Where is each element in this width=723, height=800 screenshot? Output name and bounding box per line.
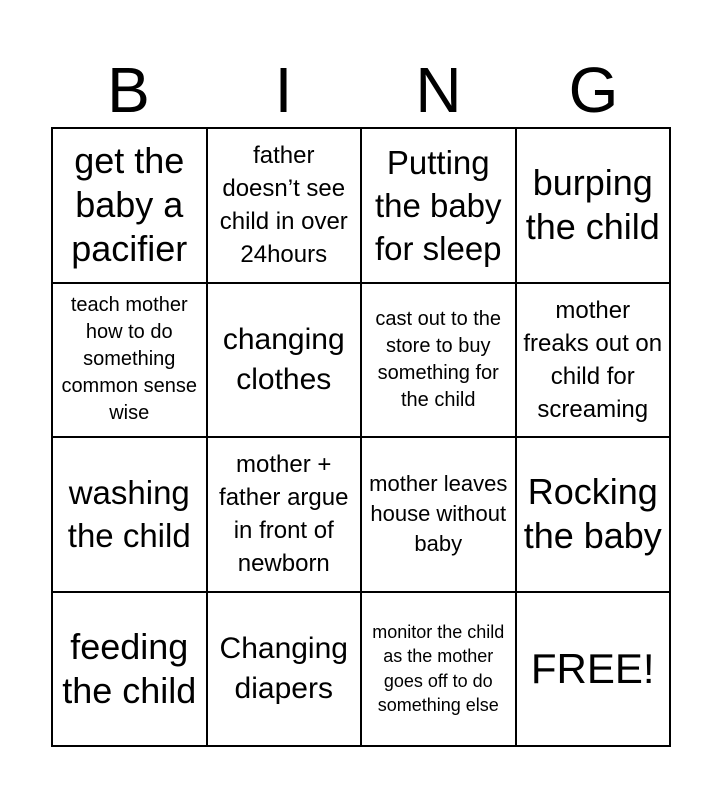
cell-text: mother + father argue in front of newborn — [219, 451, 349, 578]
bingo-cell[interactable] — [517, 129, 672, 284]
bingo-cell[interactable] — [362, 284, 517, 439]
header-letter-i: I — [274, 54, 293, 126]
cell-text: mother freaks out on child for screaming — [523, 296, 663, 423]
bingo-cell[interactable] — [53, 129, 208, 284]
bingo-cell[interactable] — [208, 129, 363, 284]
bingo-cell[interactable] — [517, 438, 672, 593]
header-letter-n: N — [415, 54, 462, 126]
cell-text: mother leaves house without baby — [369, 471, 508, 557]
cell-text: Putting the baby for sleep — [374, 143, 502, 267]
cell-text: changing clothes — [222, 322, 345, 396]
bingo-cell[interactable] — [208, 284, 363, 439]
cell-text: washing the child — [67, 474, 191, 555]
header-letter-g: G — [568, 54, 619, 126]
cell-text: get the baby a pacifier — [71, 140, 188, 270]
bingo-cell[interactable] — [53, 438, 208, 593]
bingo-cell[interactable] — [208, 438, 363, 593]
bingo-header — [51, 52, 671, 128]
bingo-cell[interactable] — [517, 284, 672, 439]
header-letter-b: B — [107, 54, 150, 126]
bingo-cell[interactable] — [208, 593, 363, 748]
cell-text: burping the child — [525, 162, 660, 248]
cell-text: teach mother how to do something common sense wise — [61, 294, 198, 425]
cell-text: Changing diapers — [219, 631, 348, 705]
cell-text: cast out to the store to buy something for the child — [375, 307, 502, 411]
cell-text: monitor the child as the mother goes off to do something else — [372, 621, 505, 716]
cell-text: father doesn’t see child in over 24hours — [219, 142, 348, 269]
bingo-cell[interactable] — [362, 129, 517, 284]
cell-text: feeding the child — [62, 625, 197, 711]
free-space-text: FREE! — [530, 644, 655, 692]
cell-text: Rocking the baby — [523, 471, 662, 557]
bingo-cell[interactable] — [362, 438, 517, 593]
bingo-board — [51, 127, 671, 747]
bingo-cell[interactable] — [362, 593, 517, 748]
bingo-cell[interactable] — [53, 593, 208, 748]
bingo-cell[interactable] — [53, 284, 208, 439]
free-space-cell[interactable] — [517, 593, 672, 748]
